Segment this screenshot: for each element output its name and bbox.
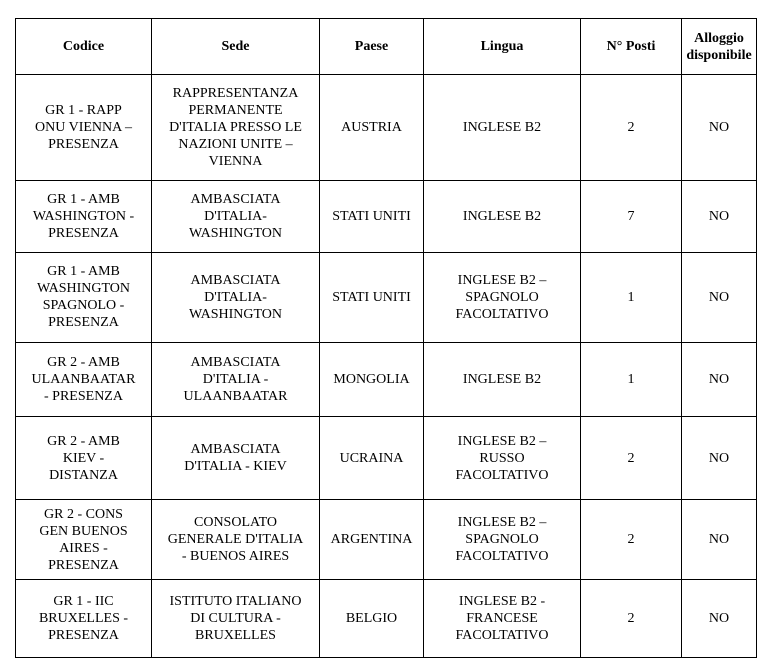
cell-paese: MONGOLIA — [320, 342, 424, 416]
cell-lingua: INGLESE B2 – SPAGNOLO FACOLTATIVO — [424, 252, 581, 342]
cell-lingua: INGLESE B2 — [424, 342, 581, 416]
cell-posti: 1 — [581, 342, 682, 416]
cell-sede: AMBASCIATA D'ITALIA - KIEV — [152, 416, 320, 500]
cell-lingua: INGLESE B2 — [424, 181, 581, 253]
header-codice: Codice — [16, 19, 152, 75]
table-row — [16, 181, 757, 253]
cell-alloggio: NO — [682, 181, 757, 253]
cell-alloggio: NO — [682, 75, 757, 181]
cell-paese: AUSTRIA — [320, 75, 424, 181]
table-row — [16, 416, 757, 500]
cell-posti: 1 — [581, 252, 682, 342]
cell-alloggio: NO — [682, 580, 757, 658]
cell-alloggio: NO — [682, 252, 757, 342]
cell-paese: UCRAINA — [320, 416, 424, 500]
table-row — [16, 500, 757, 580]
cell-posti: 2 — [581, 580, 682, 658]
cell-codice: GR 2 - AMB ULAANBAATAR - PRESENZA — [16, 342, 152, 416]
cell-alloggio: NO — [682, 500, 757, 580]
cell-codice: GR 1 - AMB WASHINGTON - PRESENZA — [16, 181, 152, 253]
cell-posti: 2 — [581, 416, 682, 500]
positions-table — [15, 18, 757, 658]
cell-sede: CONSOLATO GENERALE D'ITALIA - BUENOS AIRES — [152, 500, 320, 580]
cell-sede: RAPPRESENTANZA PERMANENTE D'ITALIA PRESSO LE NAZIONI UNITE – VIENNA — [152, 75, 320, 181]
header-paese: Paese — [320, 19, 424, 75]
cell-lingua: INGLESE B2 - FRANCESE FACOLTATIVO — [424, 580, 581, 658]
cell-codice: GR 1 - AMB WASHINGTON SPAGNOLO - PRESENZA — [16, 252, 152, 342]
cell-lingua: INGLESE B2 – RUSSO FACOLTATIVO — [424, 416, 581, 500]
cell-posti: 2 — [581, 500, 682, 580]
cell-posti: 7 — [581, 181, 682, 253]
cell-paese: STATI UNITI — [320, 252, 424, 342]
header-lingua: Lingua — [424, 19, 581, 75]
cell-sede: ISTITUTO ITALIANO DI CULTURA - BRUXELLES — [152, 580, 320, 658]
cell-codice: GR 2 - CONS GEN BUENOS AIRES - PRESENZA — [16, 500, 152, 580]
table-row — [16, 252, 757, 342]
table-body — [16, 75, 757, 658]
table-row — [16, 75, 757, 181]
cell-sede: AMBASCIATA D'ITALIA- WASHINGTON — [152, 181, 320, 253]
cell-alloggio: NO — [682, 342, 757, 416]
cell-paese: BELGIO — [320, 580, 424, 658]
cell-paese: ARGENTINA — [320, 500, 424, 580]
cell-paese: STATI UNITI — [320, 181, 424, 253]
cell-sede: AMBASCIATA D'ITALIA- WASHINGTON — [152, 252, 320, 342]
table-row — [16, 342, 757, 416]
cell-alloggio: NO — [682, 416, 757, 500]
cell-codice: GR 1 - IIC BRUXELLES - PRESENZA — [16, 580, 152, 658]
cell-sede: AMBASCIATA D'ITALIA - ULAANBAATAR — [152, 342, 320, 416]
table-row — [16, 580, 757, 658]
cell-lingua: INGLESE B2 – SPAGNOLO FACOLTATIVO — [424, 500, 581, 580]
header-alloggio: Alloggio disponibile — [682, 19, 757, 75]
header-sede: Sede — [152, 19, 320, 75]
cell-posti: 2 — [581, 75, 682, 181]
cell-lingua: INGLESE B2 — [424, 75, 581, 181]
cell-codice: GR 2 - AMB KIEV - DISTANZA — [16, 416, 152, 500]
header-posti: N° Posti — [581, 19, 682, 75]
cell-codice: GR 1 - RAPP ONU VIENNA – PRESENZA — [16, 75, 152, 181]
header-row — [16, 19, 757, 75]
